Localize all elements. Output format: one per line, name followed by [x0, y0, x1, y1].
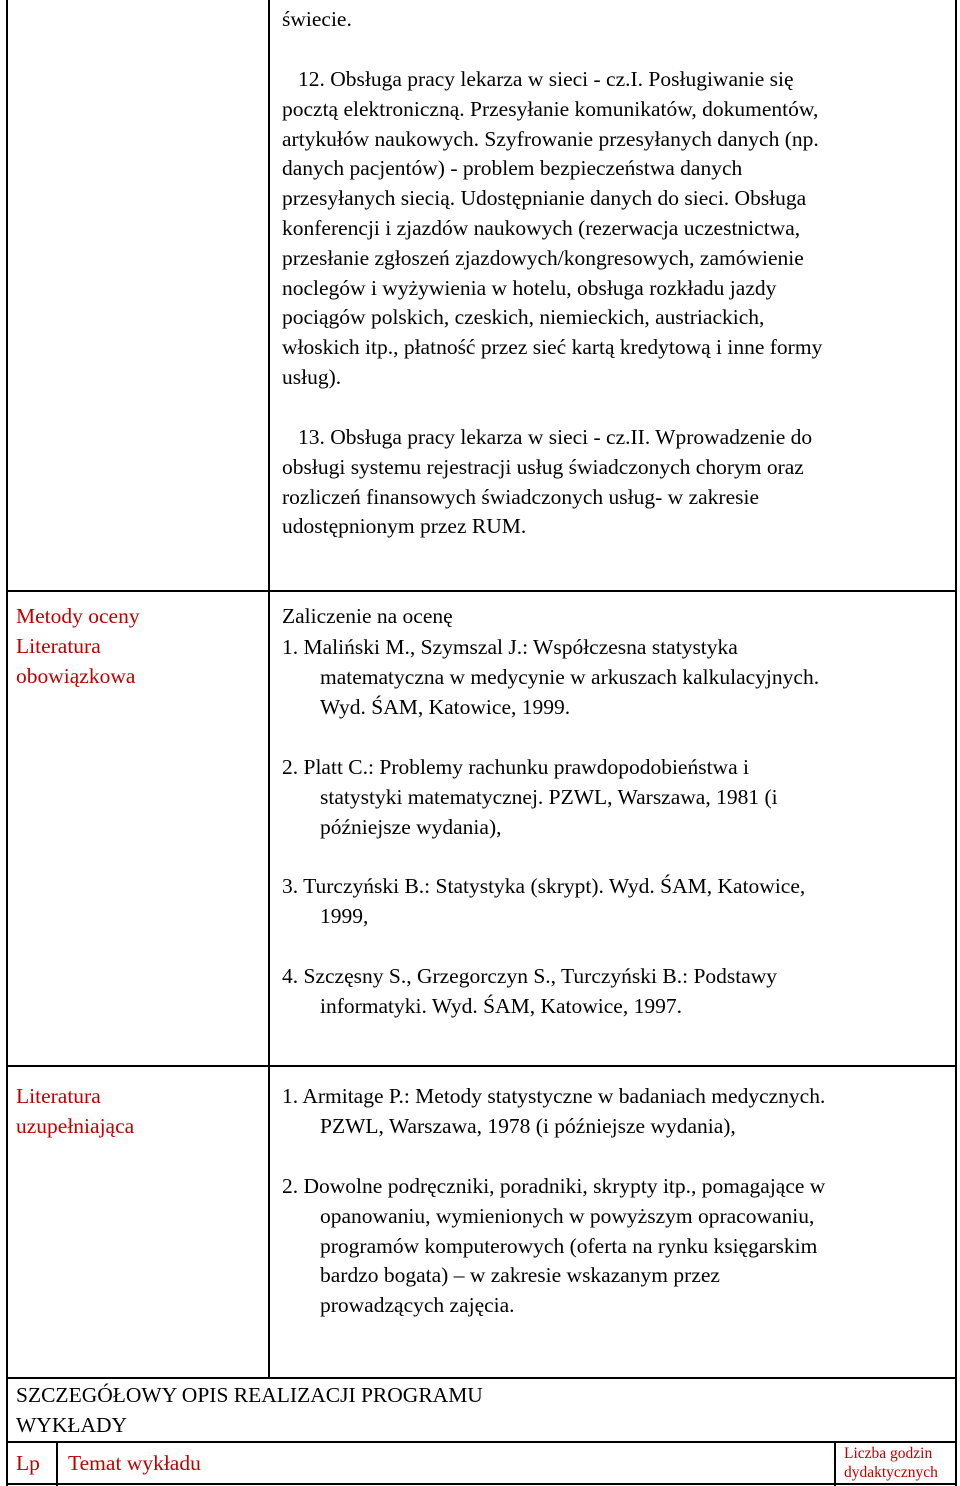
- reading-line: późniejsze wydania),: [320, 814, 502, 839]
- row-divider-3: [6, 1377, 957, 1379]
- required-reading-entry-2: [282, 753, 778, 842]
- reading-line: opanowaniu, wymienionych w powyższym opracowaniu,: [320, 1203, 815, 1228]
- reading-line: 2. Platt C.: Problemy rachunku prawdopodobieństwa i: [282, 755, 749, 779]
- supplementary-reading-entry-2: [282, 1172, 825, 1321]
- item-12-line: usług).: [282, 364, 342, 389]
- item-13-line: udostępnionym przez RUM.: [282, 514, 527, 539]
- item-12-line: pocztą elektroniczną. Przesyłanie komunikatów, dokumentów,: [282, 96, 819, 121]
- item-12-line: włoskich itp., płatność przez sieć kartą kredytową i inne formy: [282, 335, 823, 360]
- lecture-list-continued: [282, 5, 952, 35]
- reading-line: informatyki. Wyd. ŚAM, Katowice, 1997.: [320, 993, 682, 1018]
- column-header-lp: Lp: [16, 1451, 40, 1475]
- row-divider-2: [6, 1065, 957, 1067]
- reading-line: 1. Maliński M., Szymszal J.: Współczesna statystyka: [282, 635, 738, 659]
- row-divider-1: [6, 590, 957, 592]
- item-12-line: pociągów polskich, czeskich, niemieckich, austriackich,: [282, 305, 765, 330]
- supplementary-reading-entry-1: [282, 1082, 825, 1142]
- assessment-label: [16, 602, 140, 691]
- item-12-line: danych pacjentów) - problem bezpieczeństwa danych: [282, 156, 743, 181]
- column-header-topic: Temat wykładu: [68, 1451, 201, 1475]
- lit-obow-label-line: obowiązkowa: [16, 663, 136, 688]
- lp-col-divider: [56, 1441, 58, 1486]
- required-reading-entry-1: [282, 633, 819, 722]
- lit-uzup-label-line: uzupełniająca: [16, 1113, 135, 1138]
- table-border-right: [955, 0, 957, 1486]
- lecture-item-12: [282, 65, 952, 393]
- lecture-item-13: [282, 423, 952, 542]
- item-13-line: obsługi systemu rejestracji usług świadczonych chorym oraz: [282, 454, 804, 479]
- hours-col-divider: [834, 1441, 836, 1486]
- reading-line: 3. Turczyński B.: Statystyka (skrypt). Wyd. ŚAM, Katowice,: [282, 874, 806, 898]
- reading-line: programów komputerowych (oferta na rynku księgarskim: [320, 1233, 818, 1258]
- required-reading-entry-4: [282, 962, 777, 1022]
- metody-oceny-label: Metody oceny: [16, 604, 140, 628]
- reading-line: 1. Armitage P.: Metody statystyczne w badaniach medycznych.: [282, 1084, 826, 1108]
- hours-header-line: Liczba godzin: [844, 1445, 933, 1462]
- metody-oceny-value: Zaliczenie na ocenę: [282, 604, 453, 628]
- column-header-hours: [844, 1444, 938, 1482]
- reading-line: statystyki matematycznej. PZWL, Warszawa, 1981 (i: [320, 784, 778, 809]
- item-12-line: noclegów i wyżywienia w hotelu, obsługa rozkładu jazdy: [282, 275, 777, 300]
- item-13-line: 13. Obsługa pracy lekarza w sieci - cz.II. Wprowadzenie do: [298, 425, 813, 449]
- item-12-line: przesłanie zgłoszeń zjazdowych/kongresowych, zamówienie: [282, 245, 804, 270]
- reading-line: 2. Dowolne podręczniki, poradniki, skrypty itp., pomagające w: [282, 1174, 826, 1198]
- program-heading: SZCZEGÓŁOWY OPIS REALIZACJI PROGRAMU: [16, 1383, 483, 1407]
- item-12-line: artykułów naukowych. Szyfrowanie przesyłanych danych (np.: [282, 126, 819, 151]
- item-12-line: przesyłanych siecią. Udostępnianie danych do sieci. Obsługa: [282, 186, 807, 211]
- required-reading-entry-3: [282, 872, 805, 932]
- reading-line: prowadzących zajęcia.: [320, 1293, 515, 1318]
- lit-uzup-label-line: Literatura: [16, 1084, 101, 1108]
- reading-line: bardzo bogata) – w zakresie wskazanym przez: [320, 1263, 720, 1288]
- reading-line: 1999,: [320, 903, 369, 928]
- supplementary-reading-label: [16, 1082, 134, 1142]
- reading-line: 4. Szczęsny S., Grzegorczyn S., Turczyński B.: Podstawy: [282, 964, 778, 988]
- reading-line: Wyd. ŚAM, Katowice, 1999.: [320, 694, 571, 719]
- item-12-line: konferencji i zjazdów naukowych (rezerwacja uczestnictwa,: [282, 215, 801, 240]
- item-13-line: rozliczeń finansowych świadczonych usług- w zakresie: [282, 484, 759, 509]
- continuation-text: świecie.: [282, 7, 352, 31]
- assessment-value: [282, 602, 453, 632]
- hours-header-line: dydaktycznych: [844, 1464, 938, 1481]
- item-12-line: 12. Obsługa pracy lekarza w sieci - cz.I. Posługiwanie się: [298, 67, 794, 91]
- program-heading-block: [16, 1381, 483, 1441]
- lit-obow-label-line: Literatura: [16, 633, 101, 658]
- reading-line: PZWL, Warszawa, 1978 (i późniejsze wydania),: [320, 1113, 736, 1138]
- table-border-left: [6, 0, 8, 1486]
- lectures-subheading: WYKŁADY: [16, 1412, 128, 1437]
- table-bottom: [6, 1483, 957, 1485]
- column-divider: [268, 0, 270, 1378]
- reading-line: matematyczna w medycynie w arkuszach kalkulacyjnych.: [320, 664, 820, 689]
- header-row-top: [6, 1441, 957, 1443]
